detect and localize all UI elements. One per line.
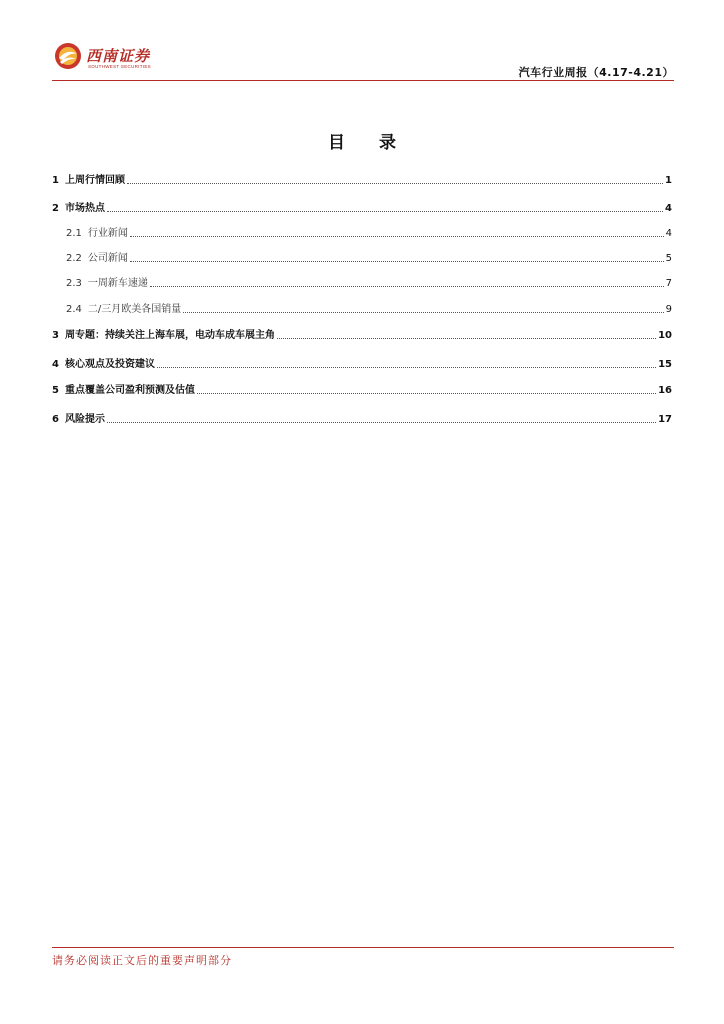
toc-entry-text: 市场热点 — [64, 203, 105, 214]
footer-divider — [52, 947, 674, 948]
toc-entry[interactable] — [52, 327, 672, 343]
page-header — [52, 40, 674, 82]
toc-entry-number: 5 — [52, 385, 59, 396]
toc-entry[interactable] — [52, 172, 672, 188]
toc-entry[interactable] — [66, 250, 672, 266]
toc-entry[interactable] — [52, 356, 672, 372]
toc-entry-label — [52, 174, 125, 188]
toc-entry-page: 4 — [665, 228, 672, 239]
toc-dot-leader — [127, 183, 663, 184]
toc-entry-label — [52, 358, 155, 372]
toc-dot-leader — [107, 422, 656, 423]
toc-entry-number: 1 — [52, 175, 59, 186]
toc-entry-number: 3 — [52, 330, 59, 341]
toc-entry[interactable] — [52, 382, 672, 398]
header-divider — [52, 80, 674, 81]
toc-dot-leader — [130, 261, 664, 262]
toc-entry-page: 15 — [658, 359, 672, 370]
toc-entry-page: 17 — [658, 414, 672, 425]
toc-entry-page: 7 — [665, 278, 672, 289]
toc-dot-leader — [277, 338, 656, 339]
toc-entry-text: 风险提示 — [64, 414, 105, 425]
toc-entry-label — [52, 329, 275, 343]
toc-entry-text: 周专题：持续关注上海车展，电动车成车展主角 — [64, 330, 275, 341]
toc-entry-number: 4 — [52, 359, 59, 370]
toc-entry-page: 16 — [658, 385, 672, 396]
footer-disclaimer: 请务必阅读正文后的重要声明部分 — [52, 954, 232, 967]
toc-entry-text: 二/三月欧美各国销量 — [87, 304, 182, 315]
toc-entry-number: 2.3 — [66, 278, 82, 289]
toc-entry[interactable] — [66, 275, 672, 291]
toc-entry-page: 10 — [658, 330, 672, 341]
toc-entry-label — [52, 384, 195, 398]
toc-entry-text: 一周新车速递 — [87, 278, 148, 289]
toc-dot-leader — [197, 393, 656, 394]
toc-entry-text: 公司新闻 — [87, 253, 128, 264]
report-title: 汽车行业周报（4.17-4.21） — [518, 66, 674, 79]
toc-entry-text: 行业新闻 — [87, 228, 128, 239]
toc-entry-number: 2.2 — [66, 253, 82, 264]
toc-entry-label — [66, 227, 128, 241]
toc-entry[interactable] — [52, 411, 672, 427]
logo-name: 西南证券 — [86, 47, 151, 65]
toc-dot-leader — [157, 367, 656, 368]
toc-dot-leader — [107, 211, 663, 212]
toc-entry-number: 6 — [52, 414, 59, 425]
toc-entry-number: 2.1 — [66, 228, 82, 239]
toc-entry-label — [66, 303, 181, 317]
toc-dot-leader — [150, 286, 664, 287]
logo-emblem-icon — [54, 42, 82, 70]
toc-entry-label — [66, 252, 128, 266]
toc-title: 目 录 — [328, 133, 410, 153]
toc-entry-text: 核心观点及投资建议 — [64, 359, 155, 370]
company-logo — [54, 42, 174, 74]
toc-entry-number: 2 — [52, 203, 59, 214]
toc-entry-page: 9 — [665, 304, 672, 315]
toc-entry-text: 上周行情回顾 — [64, 175, 125, 186]
toc-entry-number: 2.4 — [66, 304, 82, 315]
toc-entry-page: 4 — [665, 203, 672, 214]
toc-entry[interactable] — [52, 200, 672, 216]
toc-entry-page: 5 — [665, 253, 672, 264]
toc-entry-text: 重点覆盖公司盈利预测及估值 — [64, 385, 195, 396]
toc-entry[interactable] — [66, 225, 672, 241]
toc-dot-leader — [183, 312, 663, 313]
toc-entry-label — [66, 277, 148, 291]
toc-entry-page: 1 — [665, 175, 672, 186]
logo-english-name: SOUTHWEST SECURITIES — [88, 64, 151, 69]
toc-entry-label — [52, 413, 105, 427]
toc-dot-leader — [130, 236, 664, 237]
toc-entry-label — [52, 202, 105, 216]
toc-entry[interactable] — [66, 301, 672, 317]
